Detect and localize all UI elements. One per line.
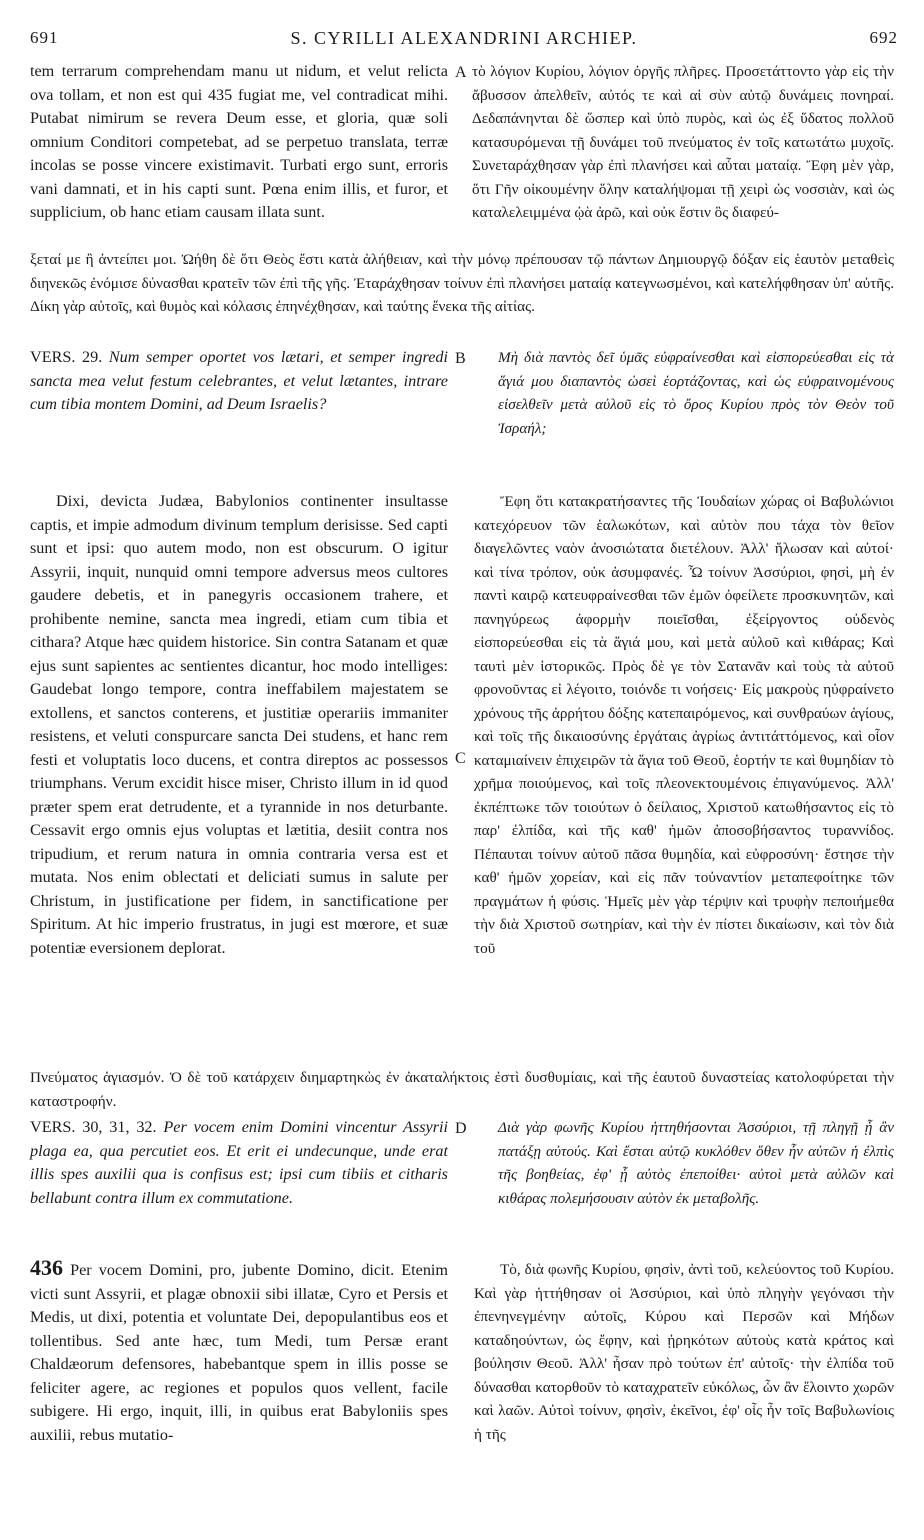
greek-commentary-c: Ἔφη ὅτι κατακρατήσαντες τῆς Ἰουδαίων χώρας οἱ Βαβυλώνιοι κατεχόρευον τῶν ἑαλωκότων, καὶ αὐτὸν που τάχα τὸν θεῖον διαγελῶντες ναὸν ἀνοσιώτατα διετέλουν. Ἀλλ' ἥλωσαν καὶ αὐτοί· καὶ τίνα τρόπον, οὐκ ἀσυμφανές. Ὦ τοίνυν Ἀσσύριοι, φησὶ, μὴ ἐν παντὶ καιρῷ κατευφραίνεσθαι τῶν ἐμῶν ὀφείλετε προσκυνητῶν, καὶ πανηγύρεως ἀφορμὴν ποιεῖσθαι, ἐξείργοντος οὐδενὸς εἰσπορεύεσθαι εἰς τὰ ἅγιά μου, καὶ μετὰ αὐλοῦ καὶ κιθάρας; Καὶ ταυτὶ μὲν ἱστορικῶς. Πρὸς δὲ γε τὸν Σατανᾶν καὶ τοὺς τὰ αὐτοῦ φρονοῦντας εἰ λέγοιτο, τοιόνδε τι νοήσεις· Εἰς μακροὺς ηὐφραίνετο χρόνους τῆς ἀρρήτου δόξης κατεπαιρόμενος, καὶ συνθραύων ἁγίους, καὶ τοῖς τῆς δικαιοσύνης ἐργάταις ἀγρίως ἀντιτάττόμενος, καὶ οἷον καταμιαίνειν ἐπιχειρῶν τὰ ἅγια τοῦ Θεοῦ, ἑορτήν τε καὶ θυμηδίαν τὸ χρῆμα ποιούμενος, καὶ τοῖς πλεονεκτουμένοις ἐπιγανύμενος. Ἀλλ' ἐκπέπτωκε τῶν τοιούτων ὁ δείλαιος, Χριστοῦ κατωθήσαντος εἰς τὸ παρ' ἐλπίδα, καὶ τῆς καθ' ἡμῶν ἀποσοβήσαντος τυραννίδος. Πέπαυται τοίνυν αὐτοῦ πᾶσα θυμηδία, καὶ εὐφροσύνη· ἔστησε τὴν καθ' ἡμῶν χορείαν, καὶ εἰς πᾶν τοὐναντίον μεταπεφοίτηκε τῶν πραγμάτων ἡ φύσις. Ἡμεῖς μὲν γὰρ τέρψιν καὶ τρυφὴν πεποιήμεθα τὴν διὰ Χριστοῦ σωτηρίαν, καὶ τὴν ἐν πίστει δικαίωσιν, καὶ τὸν διὰ τοῦ (474, 493, 894, 957)
latin-verse-29 (30, 346, 448, 417)
greek-paragraph-a: τὸ λόγιον Κυρίου, λόγιον ὀργῆς πλῆρες. Προσετάττοντο γὰρ εἰς τὴν ἄβυσσον ἀπελθεῖν, αὐτός τε καὶ αἱ σὺν αὐτῷ δυνάμεις πονηραί. Δεδαπάνηνται δὲ ὥσπερ καὶ ὑπὸ πυρὸς, καὶ ὡς ἐξ ὕδατος πολλοῦ κατασυρόμεναι τῇ δυνάμει τοῦ πνεύματος ἐν τοῖς κατωτάτω μυχοῖς. Συνεταράχθησαν γὰρ ἐπὶ πλανήσει καὶ αὗται ματαίᾳ. Ἔφη μὲν γὰρ, ὅτι Γῆν οἰκουμένην ὅλην καταλήψομαι τῇ χειρὶ ὡς νοσσιὰν, καὶ ὡς καταλελειμμένα ᾠὰ ἀρῶ, καὶ οὐκ ἔστιν ὃς διαφεύ- (472, 63, 894, 221)
margin-letter-c: C (455, 750, 466, 767)
left-page-number: 691 (30, 28, 59, 47)
greek-verse-30-32: Διὰ γὰρ φωνῆς Κυρίου ἡττηθήσονται Ἀσσύριοι, τῇ πληγῇ ᾗ ἂν πατάξῃ αὐτούς. Καὶ ἔσται αὐτῷ κυκλόθεν ὅθεν ἦν αὐτῶν ἡ ἐλπὶς τῆς βοηθείας, ἐφ' ᾗ αὐτὸς ἐπεποίθει· αὐτοὶ μετὰ αὐλῶν καὶ κιθάρας πολεμήσουσιν αὐτὸν ἐκ μεταβολῆς. (498, 1119, 894, 1207)
margin-letter-a: A (455, 64, 467, 81)
greek-commentary-c-continued: Πνεύματος ἁγιασμόν. Ὁ δὲ τοῦ κατάρχειν διημαρτηκὼς ἐν ἀκαταλήκτοις ἐστὶ δυσθυμίαις, καὶ τῆς ἑαυτοῦ δυναστείας κατολοφύρεται τὴν καταστροφήν. (30, 1069, 894, 1110)
latin-paragraph-a: tem terrarum comprehendam manu ut nidum, et velut relicta ova tollam, et non est qui 435 fugiat me, vel contradicat mihi. Putabat nimirum se revera Deum esse, et gloria, quæ soli omnium Conditori competebat, ad se perpetuo translata, terræ incolas se posse vincere existimavit. Turbati ergo sunt, erroris vani damnati, et in his capti sunt. Pœna enim illis, et furor, et supplicium, ob hanc etiam causam illata sunt. (30, 62, 448, 221)
greek-verse-29: Μὴ διὰ παντὸς δεῖ ὑμᾶς εὐφραίνεσθαι καὶ εἰσπορεύεσθαι εἰς τὰ ἅγιά μου διαπαντὸς ὡσεὶ ἑορτάζοντας, καὶ ὡς εὐφραινομένους εἰσελθεῖν μετὰ αὐλοῦ εἰς τὸ ὄρος Κυρίου πρὸς τὸν Θεὸν τοῦ Ἰσραήλ; (498, 349, 894, 437)
latin-verse-30-32-text: Per vocem enim Domini vincentur Assyrii plaga ea, qua percutiet eos. Et erit ei undecunque, unde erat illis spes auxilii qua is confisus est; ipsi cum tibiis et citharis bellabunt contra illum ex commutatione. (30, 1118, 448, 1207)
latin-commentary-e (30, 1255, 449, 1447)
greek-commentary-e: Τὸ, διὰ φωνῆς Κυρίου, φησὶν, ἀντὶ τοῦ, κελεύοντος τοῦ Κυρίου. Καὶ γὰρ ἡττήθησαν οἱ Ἀσσύριοι, καὶ ὑπὸ πληγὴν γεγόνασι τὴν ἐπενηνεγμένην αὐτοῖς, Κύρου καὶ Περσῶν καὶ Μήδων καταδηούντων, ὡς ἔφην, καὶ ᾐρηκότων αὐτοὺς κατὰ κράτος καὶ βούλησιν Θεοῦ. Ἀλλ' ἦσαν πρὸ τούτων ἐπ' αὐτοῖς· τὴν ἐλπίδα τοῦ δύνασθαι κατορθοῦν τὸ καταχρατεῖν εὐκόλως, ὧν ἂν ἕλοιντο χωρῶν καὶ λαῶν. Αὐτοὶ τοίνυν, φησὶν, ἐκεῖνοι, ἐφ' οἷς ἦν τοῖς Βαβυλωνίοις ἡ τῆς (474, 1261, 894, 1443)
column-number-436: 436 (30, 1255, 63, 1280)
latin-commentary-e-text: Per vocem Domini, pro, jubente Domino, dicit. Etenim victi sunt Assyrii, et plagæ obnoxii sibi illatæ, Cyro et Persis et Medis, ut dixi, potentia et voluntate Dei, depopulantibus eos et tollentibus. Sed ante hæc, tum Medi, tum Persæ erant Chaldæorum defensores, habebantque spem in illis posse se feliciter agere, ac regiones et populos quos vellent, facile subigere. Hi ergo, inquit, illi, in quibus erat Babyloniis spes auxilii, rebus mutatio- (30, 1261, 449, 1444)
greek-paragraph-a-continued: ξεταί με ἢ ἀντείπει μοι. Ὠήθη δὲ ὅτι Θεὸς ἔστι κατὰ ἀλήθειαν, καὶ τὴν μόνῳ πρέπουσαν τῷ πάντων Δημιουργῷ δόξαν εἰς ἑαυτὸν μεταθεὶς διηνεκῶς ἐνόμισε δύνασθαι κρατεῖν τῶν ἐπὶ τῆς γῆς. Ἐταράχθησαν τοίνυν ἐπὶ πλανήσει ματαίᾳ κατεγνωσμένοι, καὶ κατελήφθησαν ὑπ' αὐτῆς. Δίκη γὰρ αὐτοῖς, καὶ θυμὸς καὶ κόλασις ἐπηνέχθησαν, καὶ ταύτης ἕνεκα τῆς αἰτίας. (30, 251, 894, 315)
verse-label-30-32: VERS. 30, 31, 32. (30, 1118, 157, 1136)
margin-letter-d: D (455, 1120, 467, 1137)
right-page-number: 692 (869, 28, 898, 47)
running-title: S. CYRILLI ALEXANDRINI ARCHIEP. (290, 28, 638, 48)
latin-verse-29-text: Num semper oportet vos lætari, et semper ingredi sancta mea velut festum celebrantes, et velut lætantes, intrare cum tibia montem Domini, ad Deum Israelis? (30, 348, 448, 413)
verse-label-29: VERS. 29. (30, 348, 103, 366)
latin-commentary-c: Dixi, devicta Judæa, Babylonios continenter insultasse captis, et impie admodum divinum templum derisisse. Sed capti sunt et ipsi: quo autem modo, non est obscurum. Ο igitur Assyrii, inquit, nunquid omni tempore adversus meos cultores gaudere debetis, et in panegyris occasionem trahere, et prohibente nemine, sancta mea ingredi, etiam cum tibia et cithara? Atque hæc quidem historice. Sin contra Satanam et quæ ejus sunt sapientes ac sentientes dicantur, hoc modo intelliges: Gaudebat longo tempore, contra ineffabilem majestatem se extollens, et sanctos conterens, et justitiæ operariis immaniter resistens, et veluti conspurcare sancta Dei studens, et hanc rem festi et voluptatis loco ducens, et contra direptos ac possessos triumphans. Verum excidit hisce miser, Christo illum in id quod præter spem erat detrudente, et a tyrannide in nos deturbante. Cessavit ergo omnis ejus voluptas et lætitia, desiit contra nos tripudium, et rerum natura in omnia contraria versa est et mutata. Nos enim oblectati et deliciati sumus in salute per Christum, in justificatione per fidem, in sanctificatione per Spiritum. At hic imperio frustratus, in jugi est mœrore, et suæ potentiæ eversionem deplorat. (30, 492, 448, 957)
page-header (30, 28, 898, 58)
margin-letter-b: B (455, 350, 466, 367)
latin-verse-30-32 (30, 1116, 448, 1210)
